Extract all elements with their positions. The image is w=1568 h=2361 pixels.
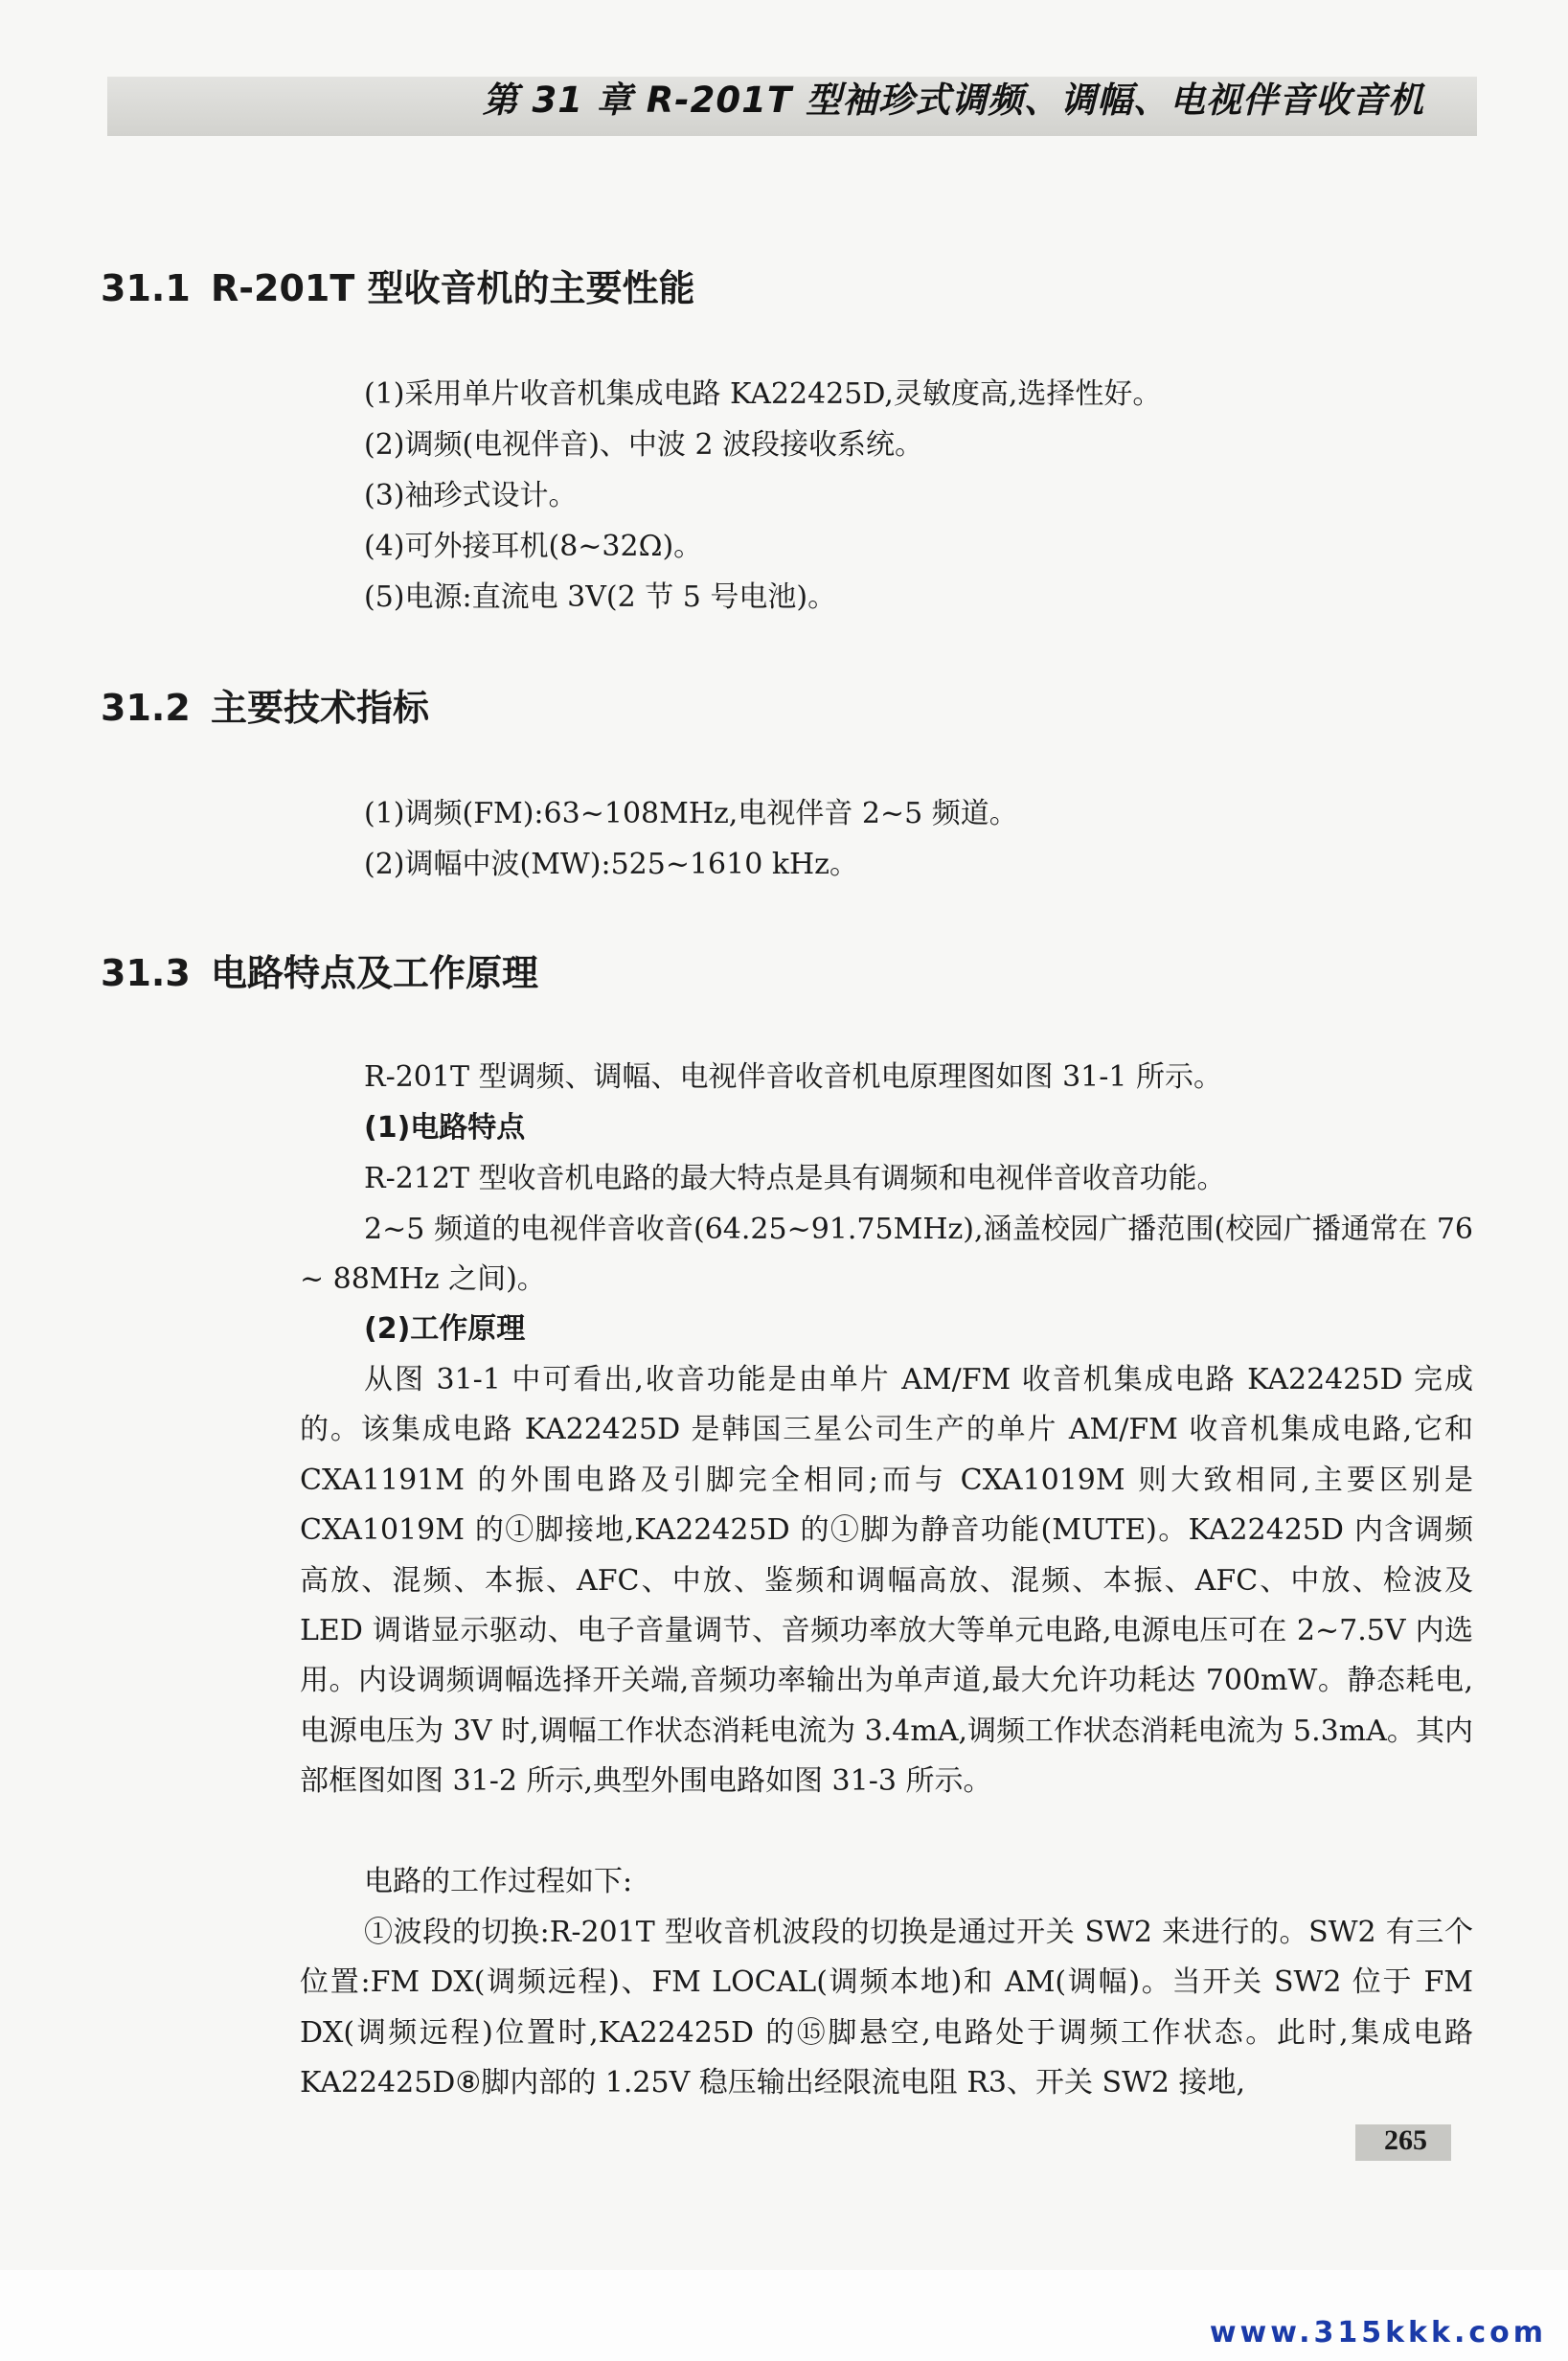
page-number: 265 [1384, 2124, 1427, 2156]
spec-item: (1)调频(FM):63~108MHz,电视伴音 2~5 频道。 [364, 797, 1018, 830]
section-number: 31.2 [101, 687, 191, 729]
body-paragraph: 2~5 频道的电视伴音收音(64.25~91.75MHz),涵盖校园广播范围(校园广播通常在 76 ~ 88MHz 之间)。 [300, 1213, 1473, 1297]
body-paragraph: 从图 31-1 中可看出,收音功能是由单片 AM/FM 收音机集成电路 KA22425D 完成的。该集成电路 KA22425D 是韩国三星公司生产的单片 AM/FM 收音机集成电路,它和 CXA1191M 的外围电路及引脚完全相同;而与 CXA1019M 则大致相同,主要区别是 CXA1019M 的①脚接地,KA22425D 的①脚为静音功能(MUTE)。KA22425D 内含调频高放、混频、本振、AFC、中放、鉴频和调幅高放、混频、本振、AFC、中放、检波及 LED 调谐显示驱动、电子音量调节、音频功率放大等单元电路,电源电压可在 2~7.5V 内选用。内设调频调幅选择开关端,音频功率输出为单声道,最大允许功耗达 700mW。静态耗电,电源电压为 3V 时,调幅工作状态消耗电流为 3.4mA,调频工作状态消耗电流为 5.3mA。其内部框图如图 31-2 所示,典型外围电路如图 31-3 所示。 [300, 1363, 1473, 1799]
body-paragraph: ①波段的切换:R-201T 型收音机波段的切换是通过开关 SW2 来进行的。SW2 有三个位置:FM DX(调频远程)、FM LOCAL(调频本地)和 AM(调幅)。当开关 SW2 位于 FM DX(调频远程)位置时,KA22425D 的⑮脚悬空,电路处于调频工作状态。此时,集成电路 KA22425D⑧脚内部的 1.25V 稳压输出经限流电阻 R3、开关 SW2 接地, [300, 1916, 1473, 2100]
section-number: 31.1 [101, 267, 191, 309]
feature-item: (1)采用单片收音机集成电路 KA22425D,灵敏度高,选择性好。 [364, 377, 1162, 411]
body-paragraph: R-212T 型收音机电路的最大特点是具有调频和电视伴音收音功能。 [364, 1162, 1226, 1195]
site-watermark: www.315kkk.com [1209, 2316, 1547, 2350]
feature-item: (5)电源:直流电 3V(2 节 5 号电池)。 [364, 580, 837, 614]
section-heading: 主要技术指标 [211, 687, 430, 729]
body-paragraph: 电路的工作过程如下: [364, 1865, 633, 1898]
feature-item: (3)袖珍式设计。 [364, 479, 578, 512]
section-number: 31.3 [101, 952, 191, 994]
section-31-2-title [101, 678, 429, 731]
section-31-3-title [101, 943, 538, 996]
subheading: (2)工作原理 [364, 1312, 526, 1346]
running-head: 第 31 章 R-201T 型袖珍式调频、调幅、电视伴音收音机 [482, 79, 1424, 121]
subheading: (1)电路特点 [364, 1111, 526, 1145]
feature-item: (2)调频(电视伴音)、中波 2 波段接收系统。 [364, 428, 924, 462]
section-heading: 电路特点及工作原理 [211, 952, 539, 994]
section-31-1-title [101, 259, 695, 311]
body-paragraph: R-201T 型调频、调幅、电视伴音收音机电原理图如图 31-1 所示。 [364, 1060, 1223, 1094]
feature-item: (4)可外接耳机(8~32Ω)。 [364, 530, 703, 563]
section-heading: R-201T 型收音机的主要性能 [211, 267, 695, 309]
spec-item: (2)调幅中波(MW):525~1610 kHz。 [364, 848, 858, 881]
